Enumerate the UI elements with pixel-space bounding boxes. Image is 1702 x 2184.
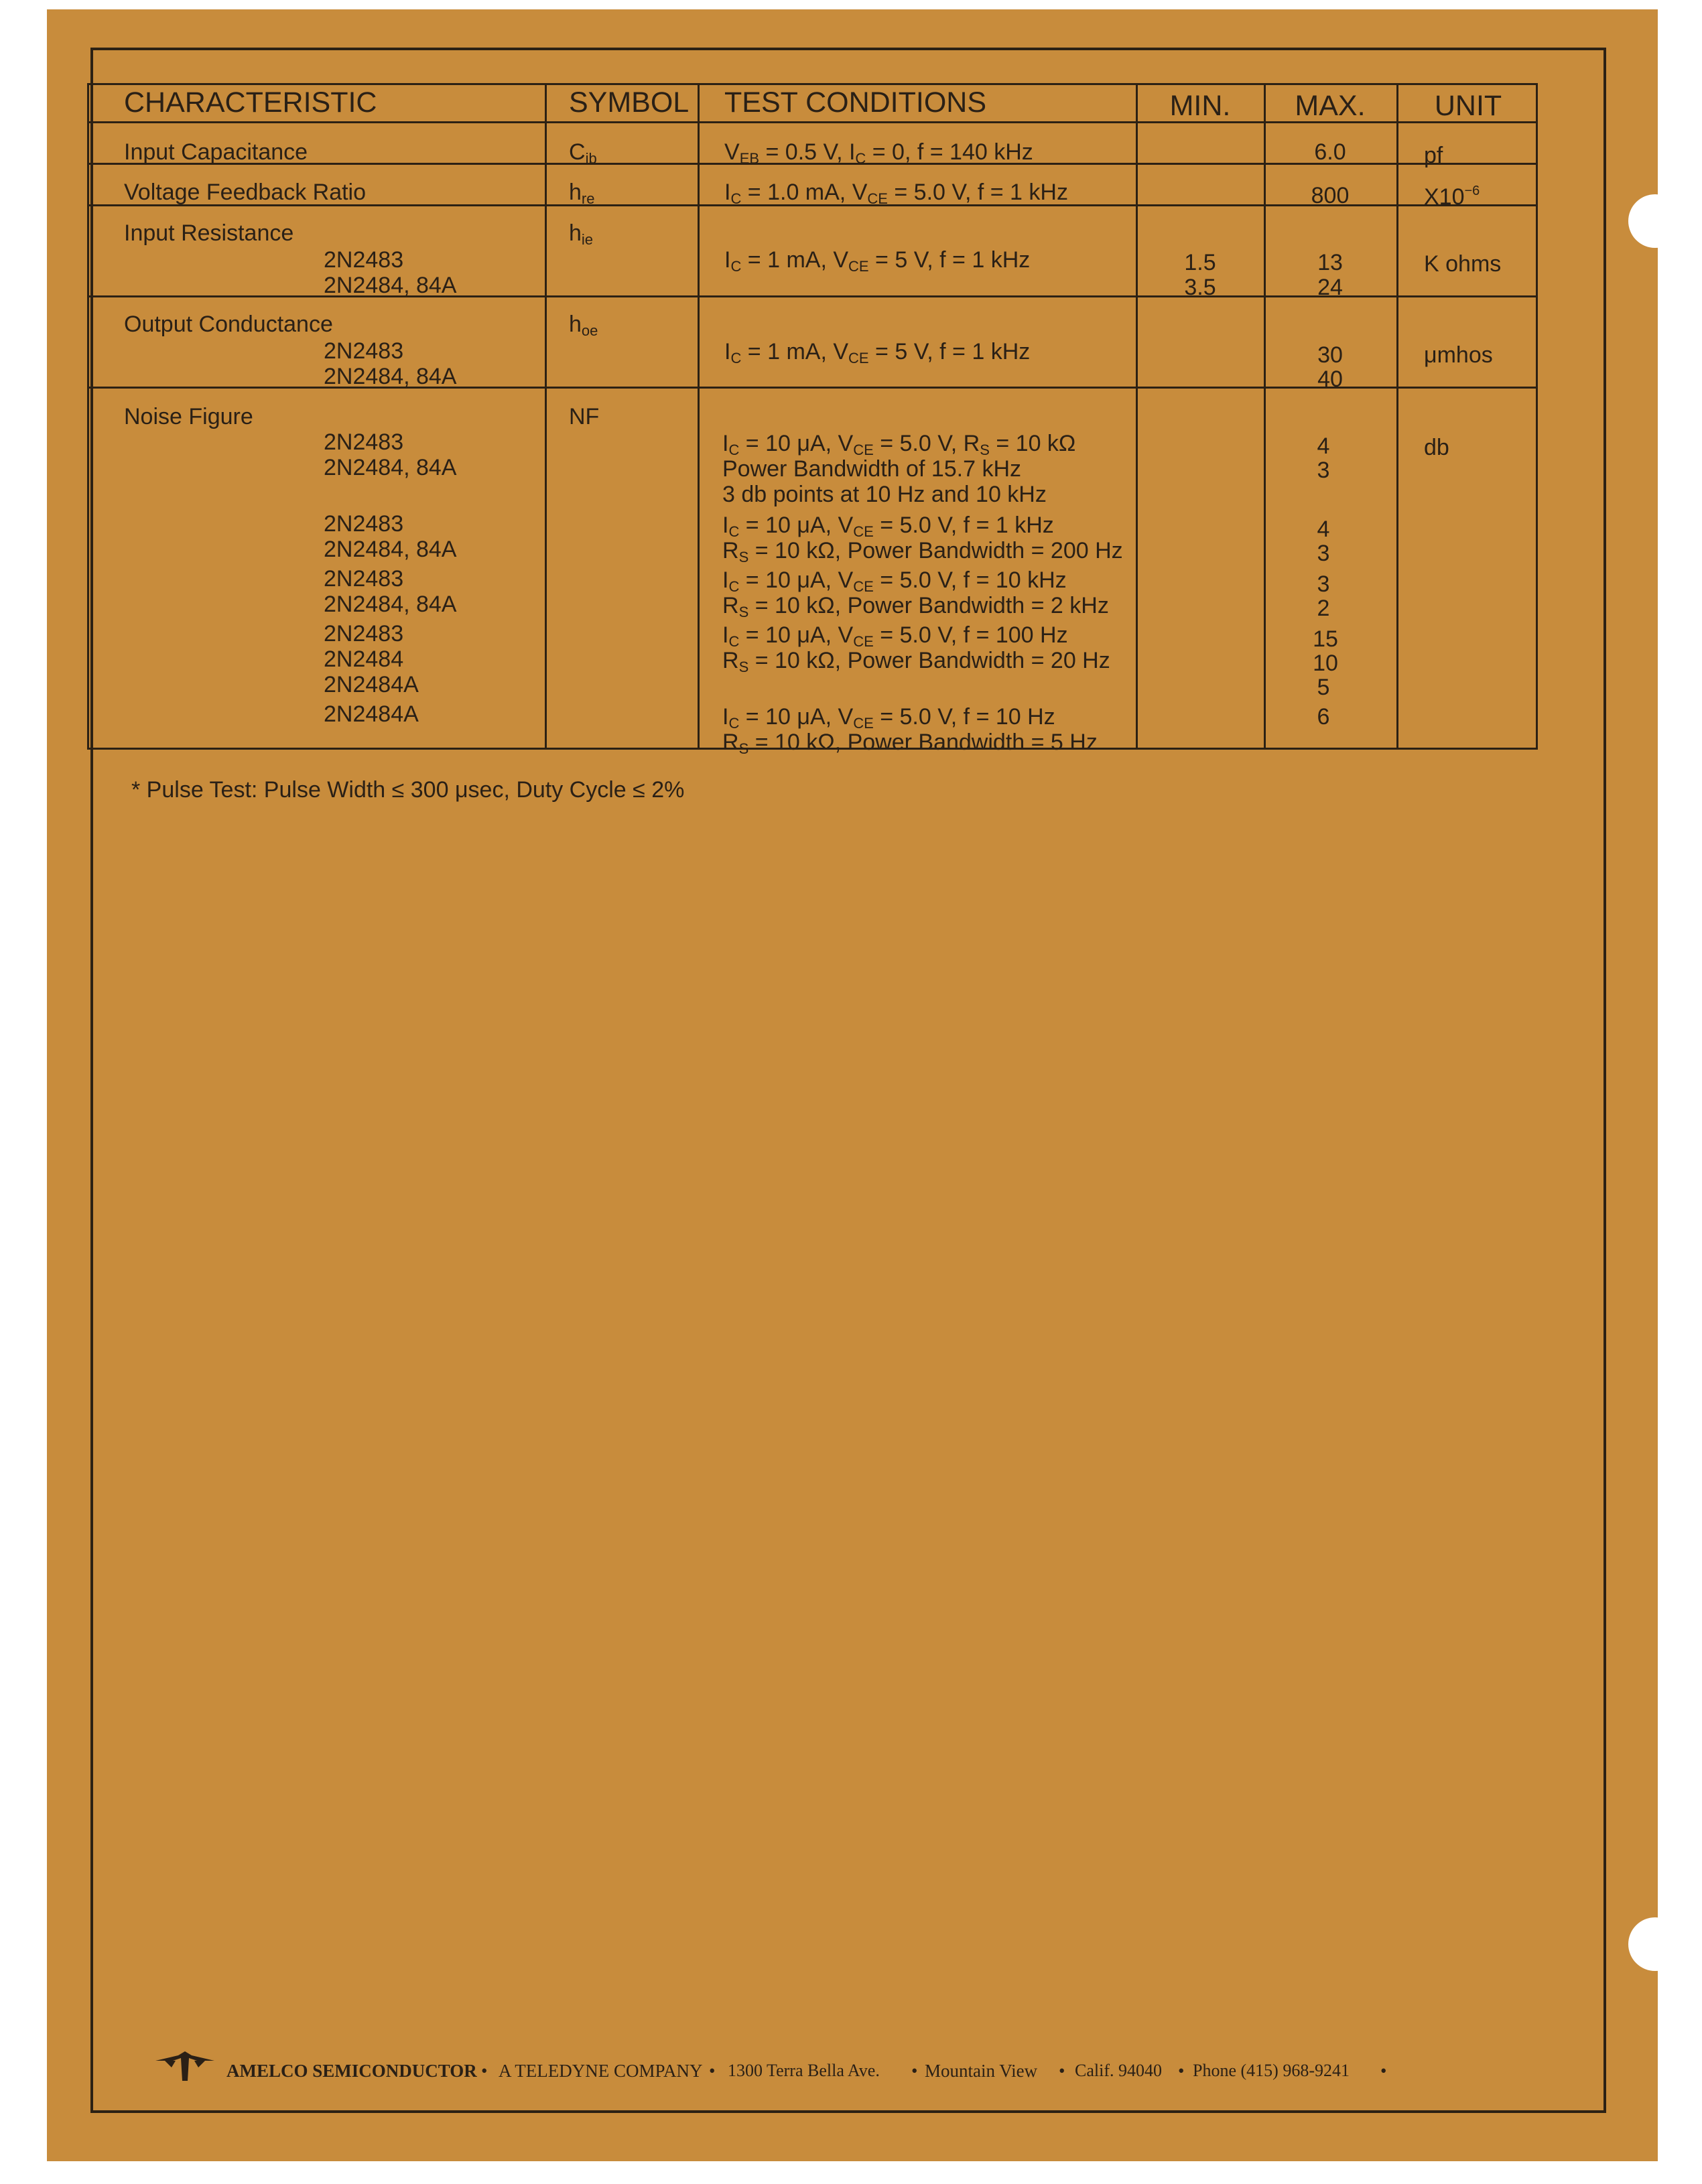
footer-parent-company: A TELEDYNE COMPANY [499,2061,703,2081]
input-resistance-condition: $I_C = 1$ mA, $V_{CE} = 5$ V, f = 1 kHz [724,247,1031,275]
input-resistance-min: 1.5 [1184,250,1216,275]
noise-figure-max: 10 [1313,651,1338,676]
input-resistance-symbol: $h_{ie}$ [569,220,594,248]
noise-condition-1: $I_C = 10$ μA, $V_{CE} = 5.0$ V, $R_S = 10$ kΩ [722,431,1076,458]
pulse-test-footnote: * Pulse Test: Pulse Width ≤ 300 μsec, Duty Cycle ≤ 2% [131,777,685,803]
noise-condition-2: $I_C = 10$ μA, $V_{CE} = 5.0$ V, f = 1 kHz [722,513,1054,540]
noise-figure-type: 2N2483 [324,511,404,537]
output-conductance-type: 2N2484, 84A [324,364,457,389]
footer-city: Mountain View [925,2061,1038,2081]
column-divider [545,85,547,748]
header-unit: UNIT [1434,90,1502,122]
output-conductance-max: 30 [1317,342,1343,368]
footer-separator: • [709,2061,716,2081]
noise-figure-symbol: NF [569,404,600,429]
column-divider [698,85,700,748]
column-divider [1136,85,1138,748]
header-symbol: SYMBOL [569,86,690,119]
header-max: MAX. [1295,90,1366,122]
noise-condition-1: 3 db points at 10 Hz and 10 kHz [722,482,1047,507]
input-resistance-type: 2N2484, 84A [324,273,457,298]
noise-condition-3: $R_S = 10$ kΩ, Power Bandwidth = 2 kHz [722,593,1109,620]
noise-figure-max: 4 [1317,517,1330,542]
noise-figure-max: 2 [1317,596,1330,621]
header-characteristic: CHARACTERISTIC [124,86,377,119]
output-conductance-type: 2N2483 [324,338,404,364]
noise-figure-max: 3 [1317,571,1330,597]
noise-condition-4: $I_C = 10$ μA, $V_{CE} = 5.0$ V, f = 100 Hz [722,622,1068,650]
noise-figure-type: 2N2484, 84A [324,537,457,562]
noise-figure-max: 3 [1317,458,1330,483]
input-resistance-max: 13 [1317,250,1343,275]
teledyne-logo-icon [155,2051,214,2082]
voltage-feedback-label: Voltage Feedback Ratio [124,180,367,205]
noise-figure-type: 2N2484, 84A [324,455,457,480]
noise-figure-type: 2N2483 [324,429,404,455]
footer-state: Calif. 94040 [1075,2061,1162,2080]
column-divider [1264,85,1266,748]
voltage-feedback-symbol: $h_{re}$ [569,180,595,207]
noise-figure-label: Noise Figure [124,404,253,429]
footer-phone: Phone (415) 968-9241 [1193,2061,1350,2080]
noise-figure-max: 6 [1317,704,1330,730]
noise-figure-max: 4 [1317,433,1330,459]
output-conductance-condition: $I_C = 1$ mA, $V_{CE} = 5$ V, f = 1 kHz [724,339,1031,366]
input-capacitance-condition: $V_{EB} = 0.5$ V, $I_C = 0$, f = 140 kHz [724,139,1033,167]
noise-figure-type: 2N2484, 84A [324,592,457,617]
noise-condition-5: $R_S = 10$ kΩ, Power Bandwidth = 5 Hz [722,730,1098,757]
noise-condition-3: $I_C = 10$ μA, $V_{CE} = 5.0$ V, f = 10 kHz [722,567,1067,595]
noise-figure-max: 3 [1317,541,1330,566]
noise-condition-4: $R_S = 10$ kΩ, Power Bandwidth = 20 Hz [722,648,1110,675]
output-conductance-max: 40 [1317,366,1343,392]
footer-separator: • [911,2061,918,2081]
noise-condition-2: $R_S = 10$ kΩ, Power Bandwidth = 200 Hz [722,538,1123,565]
noise-figure-unit: db [1424,435,1449,460]
header-test-conditions: TEST CONDITIONS [724,86,987,119]
noise-figure-type: 2N2484A [324,672,419,697]
footer-separator: • [1178,2061,1185,2081]
input-capacitance-symbol: $C_{ib}$ [569,139,597,167]
noise-figure-type: 2N2484A [324,701,419,727]
input-capacitance-unit: pf [1424,143,1443,168]
header-min: MIN. [1169,90,1231,122]
column-divider [1396,85,1398,748]
punch-hole [1628,1917,1682,1971]
noise-figure-type: 2N2483 [324,621,404,646]
output-conductance-symbol: $h_{oe}$ [569,312,598,339]
input-resistance-min: 3.5 [1184,275,1216,300]
characteristics-table [87,83,1538,757]
input-resistance-label: Input Resistance [124,220,294,246]
footer-company: AMELCO SEMICONDUCTOR [226,2061,477,2081]
voltage-feedback-condition: $I_C = 1.0$ mA, $V_{CE} = 5.0$ V, f = 1 kHz [724,180,1068,207]
input-resistance-max: 24 [1317,275,1343,300]
voltage-feedback-unit: $X10^{-6}$ [1424,184,1480,210]
input-capacitance-label: Input Capacitance [124,139,308,165]
footer-separator: • [1380,2061,1387,2081]
footer-separator: • [481,2061,488,2081]
input-resistance-type: 2N2483 [324,247,404,273]
noise-condition-5: $I_C = 10$ μA, $V_{CE} = 5.0$ V, f = 10 Hz [722,704,1055,732]
noise-figure-max: 15 [1313,626,1338,652]
footer-separator: • [1059,2061,1065,2081]
noise-figure-type: 2N2484 [324,646,404,672]
noise-figure-max: 5 [1317,675,1330,700]
input-capacitance-max: 6.0 [1314,139,1346,165]
noise-figure-type: 2N2483 [324,566,404,592]
output-conductance-unit: μmhos [1424,342,1493,368]
footer-address: 1300 Terra Bella Ave. [728,2061,880,2080]
input-resistance-unit: K ohms [1424,251,1502,277]
punch-hole [1628,194,1682,248]
voltage-feedback-max: 800 [1311,183,1350,208]
noise-condition-1: Power Bandwidth of 15.7 kHz [722,456,1022,482]
output-conductance-label: Output Conductance [124,312,333,337]
